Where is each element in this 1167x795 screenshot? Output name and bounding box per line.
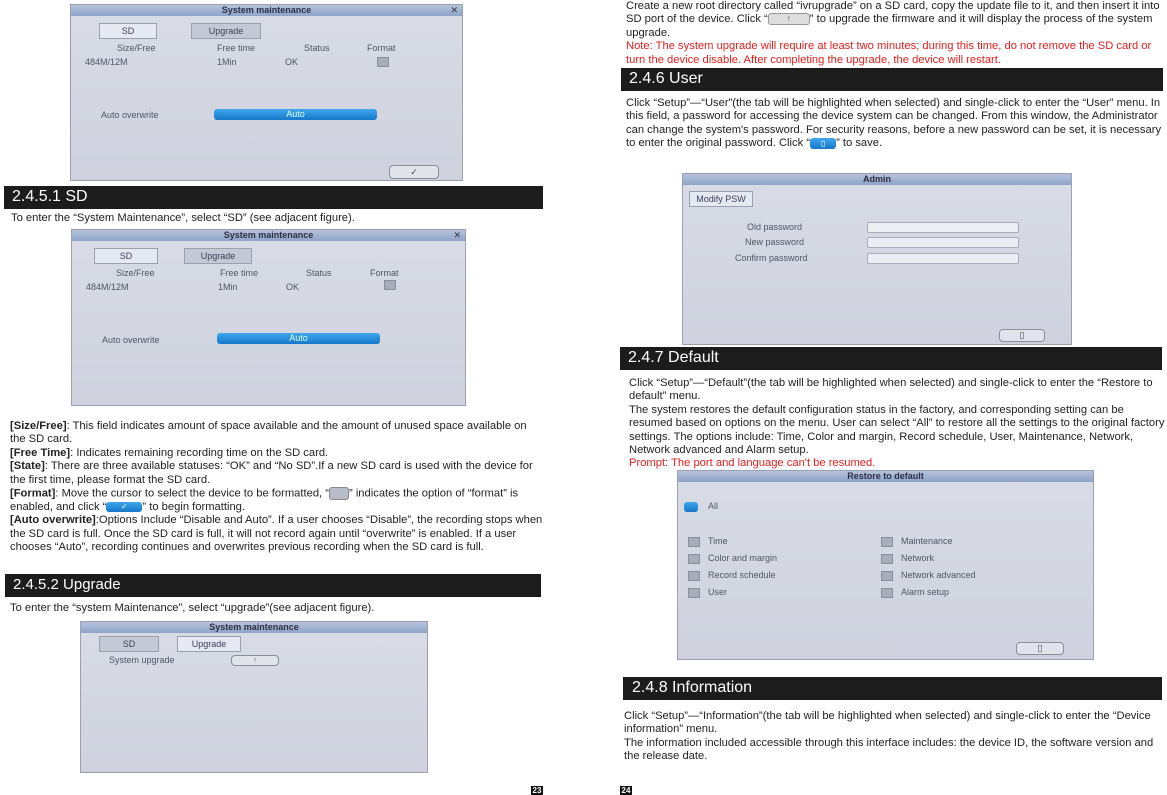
page-number-right: 24 [621, 786, 631, 795]
all-checkbox [684, 502, 698, 512]
option-maintenance: Maintenance [901, 536, 953, 546]
auto-overwrite-label: Auto overwrite [101, 110, 159, 120]
option-network: Network [901, 553, 935, 563]
auto-overwrite-desc-text: :Options Include “Disable and Auto”. If a user chooses “Disable”, the recording stops when the SD card is full. Once the SD card is full, it will not record again until “overwrite” is enabled. If a user chooses “Auto”, recording continues and overwrites previous recording when the SD card is full. [10, 514, 543, 554]
option-network-advanced: Network advanced [901, 570, 976, 580]
default-prompt: Prompt: The port and language can't be resumed. [629, 457, 876, 470]
color-margin-checkbox [688, 554, 700, 564]
header-status: Status [306, 268, 332, 278]
section-title-information: 2.4.8 Information [623, 677, 1162, 700]
user-checkbox [688, 588, 700, 598]
section-title-default: 2.4.7 Default [620, 347, 1162, 370]
free-time-text: : Indicates remaining recording time on the SD card. [70, 446, 329, 459]
confirm-password-input [867, 253, 1019, 264]
save-button: ▯ [1016, 642, 1064, 655]
option-record-schedule: Record schedule [708, 570, 776, 580]
format-text-b: ” indicates the option of “format” is enabled, and click “ [10, 487, 519, 513]
header-free-time: Free time [217, 43, 256, 53]
tab-modify-psw: Modify PSW [689, 191, 753, 207]
alarm-setup-checkbox [881, 588, 893, 598]
upgrade-screenshot [80, 621, 428, 773]
sd-intro: To enter the “System Maintenance”, select “SD” (see adjacent figure). [11, 212, 355, 224]
tab-upgrade: Upgrade [177, 636, 241, 652]
value-status: OK [286, 282, 300, 292]
format-label: [Format] [10, 487, 56, 500]
sd-screenshot [71, 229, 466, 406]
section-title-upgrade: 2.4.5.2 Upgrade [5, 574, 541, 597]
state-text: : There are three available statuses: “OK” and “No SD”.If a new SD card is used with the device for the first time, please format the SD card. [10, 460, 533, 486]
tab-sd: SD [99, 636, 159, 652]
auto-overwrite-select: Auto [214, 109, 377, 120]
user-text-b: ” to save. [836, 137, 883, 150]
window-title: System maintenance [72, 230, 465, 241]
format-checkbox [377, 57, 389, 67]
close-icon: ✕ [453, 230, 461, 240]
header-size-free: Size/Free [117, 43, 156, 53]
old-password-label: Old password [747, 222, 803, 232]
format-confirm-icon: ✓ [106, 502, 142, 512]
information-text [624, 710, 1166, 764]
old-password-input [867, 222, 1019, 233]
state-label: [State] [10, 460, 45, 473]
window-title: System maintenance [81, 622, 427, 633]
format-checkbox [384, 280, 396, 290]
upgrade-button: ↑ [231, 655, 279, 666]
new-password-input [867, 237, 1019, 248]
upgrade-instructions [626, 0, 1164, 67]
header-size-free: Size/Free [116, 268, 155, 278]
header-status: Status [304, 43, 330, 53]
format-text-a: : Move the cursor to select the device to be formatted, “ [55, 487, 329, 500]
ok-button: ✓ [389, 165, 439, 179]
upgrade-button-icon: ↑ [768, 13, 810, 25]
user-text-a: Click “Setup”—“User”(the tab will be highlighted when selected) and single-click to enter the “User” menu. In this field, a password for accessing the device system can be changed. From this window, the Administrator can change the system's password. For security reasons, before a new password can be set, it is necessary to enter the original password. Click “ [626, 97, 1162, 150]
save-icon: ▯ [810, 138, 836, 149]
upgrade-text-a: Create a new root directory called “ivrupgrade” on a SD card, copy the update file to it, and then insert it into SD port of the device. Click “ [626, 0, 1160, 26]
close-icon: ✕ [450, 5, 458, 15]
header-format: Format [367, 43, 396, 53]
information-text-1: Click “Setup”—“Information”(the tab will be highlighted when selected) and single-click to enter the “Device information” menu. [624, 710, 1151, 736]
information-text-2: The information included accessible through this interface includes: the device ID, the software version and the release date. [624, 736, 1154, 763]
value-free-time: 1Min [218, 282, 238, 292]
restore-default-screenshot [677, 470, 1094, 660]
page-number-left: 23 [532, 786, 542, 795]
network-checkbox [881, 554, 893, 564]
value-free-time: 1Min [217, 57, 237, 67]
upgrade-text-b: ” to upgrade the firmware and it will display the process of the system upgrade. [626, 13, 1153, 39]
auto-overwrite-desc-label: [Auto overwrite] [10, 514, 96, 527]
user-screenshot [682, 173, 1072, 345]
window-title: System maintenance [71, 5, 462, 16]
default-text-2: The system restores the default configuration status in the factory, and corresponding setting can be resumed based on options on the menu. User can select “All” to restore all the settings to the original factory settings. The options include: Time, Color and margin, Record schedule, User, Maintenance, Network, Network advanced and Alarm setup. [629, 403, 1165, 457]
window-title: Restore to default [678, 471, 1093, 482]
save-button: ▯ [999, 329, 1045, 342]
value-size-free: 484M/12M [85, 57, 128, 67]
size-free-label: [Size/Free] [10, 420, 67, 432]
window-title: Admin [683, 174, 1071, 185]
sd-field-descriptions [10, 420, 545, 555]
default-text [629, 377, 1165, 471]
format-text-c: ” to begin formatting. [142, 500, 246, 513]
option-alarm-setup: Alarm setup [901, 587, 950, 597]
user-text [626, 97, 1164, 151]
tab-upgrade: Upgrade [184, 248, 252, 264]
value-size-free: 484M/12M [86, 282, 129, 292]
maintenance-checkbox [881, 537, 893, 547]
default-text-1: Click “Setup”—“Default”(the tab will be highlighted when selected) and single-click to enter the “Restore to default” menu. [629, 377, 1153, 403]
upgrade-note: Note: The system upgrade will require at least two minutes; during this time, do not remove the SD card or turn the device disable. After completing the upgrade, the device will restart. [626, 40, 1152, 66]
option-time: Time [708, 536, 728, 546]
header-free-time: Free time [220, 268, 259, 278]
section-title-user: 2.4.6 User [621, 68, 1163, 91]
header-format: Format [370, 268, 399, 278]
tab-sd: SD [94, 248, 158, 264]
option-user: User [708, 587, 728, 597]
option-color-margin: Color and margin [708, 553, 778, 563]
record-schedule-checkbox [688, 571, 700, 581]
upgrade-intro: To enter the “system Maintenance”, select “upgrade”(see adjacent figure). [10, 602, 375, 614]
auto-overwrite-select: Auto [217, 333, 380, 344]
tab-sd: SD [99, 23, 157, 39]
value-status: OK [285, 57, 299, 67]
sd-screenshot-top [70, 4, 463, 181]
section-title-sd: 2.4.5.1 SD [4, 186, 543, 209]
network-advanced-checkbox [881, 571, 893, 581]
size-free-text: : This field indicates amount of space available and the amount of unused space available on the SD card. [10, 420, 527, 446]
all-label: All [708, 501, 719, 511]
free-time-label: [Free Time] [10, 446, 71, 459]
time-checkbox [688, 537, 700, 547]
tab-upgrade: Upgrade [191, 23, 261, 39]
format-checkbox-icon [329, 487, 349, 500]
new-password-label: New password [745, 237, 805, 247]
auto-overwrite-label: Auto overwrite [102, 335, 160, 345]
confirm-password-label: Confirm password [735, 253, 808, 263]
system-upgrade-label: System upgrade [109, 655, 175, 665]
